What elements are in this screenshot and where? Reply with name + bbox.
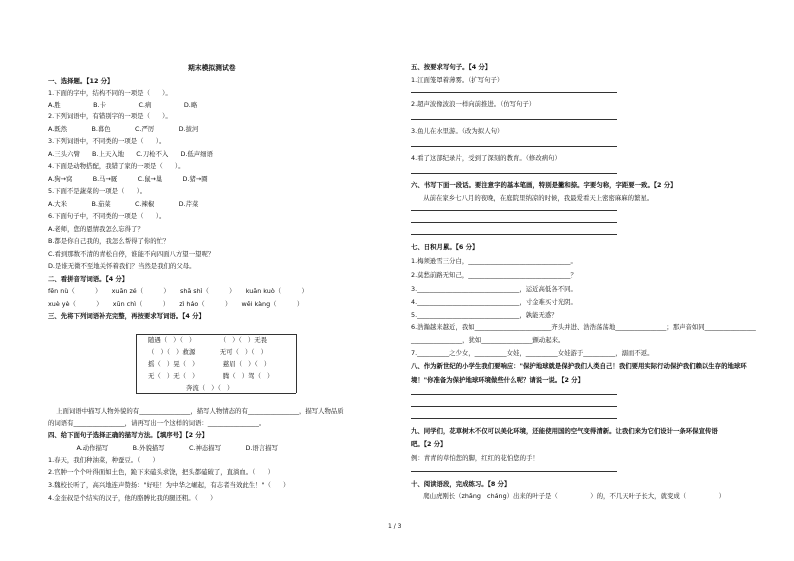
right-line: 4.看了这部纪录片，受到了深刻的教育。（修改病句） (411, 154, 561, 162)
left-line: 5.下面不是蔬菜的一项是（ ）。 (48, 187, 147, 195)
left-line: 1.下面的字中，结构不同的一项是（ ）。 (48, 89, 172, 97)
left-line: A.老师，您的恩情我怎么忘得了？ (48, 225, 144, 233)
right-line: 境！"你准备为保护地球环境做些什么呢？请说一说。【2 分】 (411, 376, 584, 384)
left-line: 三、先将下列词语补充完整，再按要求写词语。【4 分】 (48, 312, 205, 320)
right-line: 五、按要求写句子。【4 分】 (411, 63, 492, 71)
left2-line: 4.金奎叔是个结实的汉子，他的胳膊比我的腿还粗。（ ） (48, 494, 217, 502)
left2-line: 3.魏校长听了，高兴地连声赞扬："好哇！为中华之崛起，有志者当效此生！"（ ） (48, 481, 290, 489)
right-line: 九、同学们，花草树木不仅可以美化环境，还能使用国的空气变得清新。让我们来为它们设计一条环保宣传语 (411, 427, 718, 435)
left-line: D.是谁无微不至地关怀着我们？当然是我们的父母。 (48, 262, 196, 270)
right-line: 1.梅须逊雪三分白，________________________________。 (411, 257, 577, 265)
left-line: A.胜 B.卡 C.病 D.略 (48, 101, 198, 109)
right-line: 七、日积月累。【6 分】 (411, 243, 479, 251)
left-line: 3.下列词语中，不同类的一项是（ ）。 (48, 137, 166, 145)
grid-row: 奔流（ ）（ ） (186, 384, 234, 392)
left-line: 6.下面句子中，不同类的一项是（ ）。 (48, 212, 166, 220)
left-line: 二、看拼音写词语。【4 分】 (48, 275, 129, 283)
left-line: A.狗→窝 B.马→厩 C.鼠→巢 D.猪→圈 (48, 175, 208, 183)
grid-row: 随遇（ ）（ ） （ ）（ ）无畏 (148, 336, 268, 344)
right-line: 六、书写下面一段话。要注意字的基本笔画，特别是撇和捺。字要匀称，字距要一致。【2 分】 (411, 181, 677, 189)
left2-line: A.动作描写 B.外貌描写 C.神态描写 D.语言描写 (48, 444, 278, 452)
left-line: 2.下列词语中，有错别字的一项是（ ）。 (48, 112, 172, 120)
left-line: B.都是你自己我的，我怎么帮得了你的忙？ (48, 237, 170, 245)
right-line: 2.超声波像波浪一样向前推进。（仿写句子） (411, 100, 536, 108)
grid-row: 无（ ）无（ ） 腾（ ）驾（ ） (148, 372, 274, 380)
right-line: 3.________________________________，运近高低各不同。 (411, 285, 577, 293)
right-line: 八、作为新世纪的小学生我们要响应："保护地球就是保护我们人类自己！我们要用实际行动保护我们赖以生存的地球环 (411, 362, 747, 370)
right-line: 7.__________之少女，__________女娃，__________女娃游于__________，溺而不返。 (411, 349, 654, 357)
grid-row: （ ）（ ）救源 无可（ ）（ ） (148, 348, 268, 356)
right-line: 2.莫愁前路无知己，________________________________？ (411, 271, 577, 279)
left2-line: 2.官肿一个个叶得面如土色，跪下来磕头求饶，把头都磕破了，直淌血。（ ） (48, 468, 274, 476)
page-title: 期末模拟测试卷 (188, 64, 236, 72)
right-line: 从前在家乡七八月的夜晚，在庭院里纳凉的时候，我最爱看天上密密麻麻的繁星。 (411, 194, 654, 202)
right-line: 例：青青的草怕您的脚，红红的花怕您的手！ (411, 454, 539, 462)
grid-row: 摇（ ）晃（ ） 慈眉（ ）（ ） (148, 360, 271, 368)
right-line: 1.江面笼罩着薄雾。（扩写句子） (411, 76, 504, 84)
left2-line: 四、给下面句子选择正确的描写方法。【填序号】【2 分】 (48, 431, 209, 439)
left2-line: 上面词语中描写人物外貌的有________________，描写人物情态的有________________，描写人物品质 (48, 407, 344, 415)
right-line: 5.________________________________，孰能无惑？ (411, 311, 558, 319)
page-number: 1 / 3 (388, 523, 402, 530)
right-line: 6.浩瀚越来越近，我如________________________齐头并进、浩浩荡荡地________________；那声音如同________________ (411, 323, 756, 331)
left-line: xuè yè（ ） xūn chì（ ） zì háo（ ） wěi kàng（ ） (48, 300, 304, 308)
right-line: 十、阅读语段，完成练习。【8 分】 (411, 480, 511, 488)
left2-line: 1.春天，我们种油菜，种蚕豆。（ ） (48, 456, 159, 464)
left-line: A.大米 B.茄菜 C.辣椒 D.芹菜 (48, 200, 199, 208)
left-line: 4.下面是动物搭配，我错了家的一项是（ ）。 (48, 162, 185, 170)
left2-line: 的词语有________________，请再写出一个这样的词语：________________。 (48, 419, 266, 427)
right-line: ________________，犹如________________颤动起来。 (411, 336, 565, 344)
right-line: 4.________________________________，寸金难买寸光阴。 (411, 298, 577, 306)
left-line: A.三头六臂 B.上天入地 C.刀枪不入 D.低声细语 (48, 150, 213, 158)
left-line: fēn nù（ ） xuān zé（ ） shā shì（ ） kuān kuò（ ） (48, 287, 308, 295)
right-line: 吧。【2 分】 (411, 440, 447, 448)
right-line: 3.鱼儿在水里游。（改为拟人句） (411, 127, 504, 135)
left-line: C.看到那数不清的青松自停，谁能不向四面八方望一望呢？ (48, 250, 215, 258)
left-line: 一、选择题。【12 分】 (48, 77, 114, 85)
right-line: 爬山虎刚长（zhǎng cháng）出来的叶子是（ ）的，不几天叶子长大，就变成（ ） (411, 492, 726, 500)
left-line: A.既然 B.暮色 C.严厉 D.拔河 (48, 125, 199, 133)
